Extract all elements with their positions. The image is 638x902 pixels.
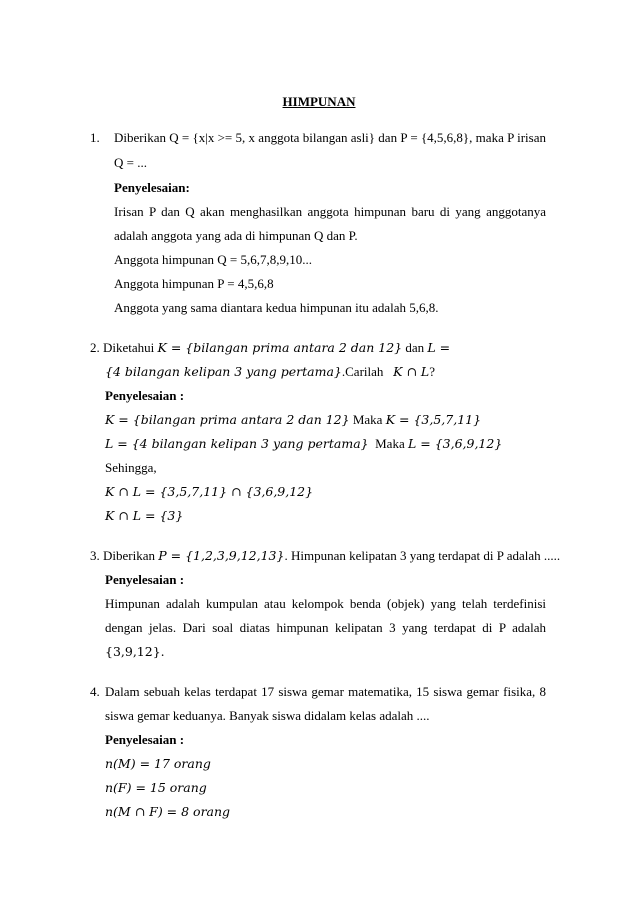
q2-l-definition: {4 bilangan kelipan 3 yang pertama}: [105, 364, 342, 379]
q2-l-result: L = {3,6,9,12}: [407, 436, 503, 451]
q2-l-set: L = {4 bilangan kelipan 3 yang pertama}: [105, 436, 369, 451]
q2-intro: Diketahui: [103, 340, 155, 355]
q4-question-line2: siswa gemar keduanya. Banyak siswa didalam kelas adalah ....: [105, 708, 430, 723]
q3-solution-line2: dengan jelas. Dari soal diatas himpunan kelipatan 3 yang terdapat di P adalah: [105, 620, 546, 635]
q2-l-line: [105, 436, 502, 452]
q1-solution-label: Penyelesaian:: [114, 180, 190, 195]
q4-question-line1: Dalam sebuah kelas terdapat 17 siswa gemar matematika, 15 siswa gemar fisika, 8: [105, 684, 546, 699]
q2-and: dan: [405, 340, 425, 355]
q2-find: .Carilah: [341, 364, 384, 379]
q1-solution-line3: Anggota himpunan Q = 5,6,7,8,9,10...: [114, 252, 312, 267]
q3-question-rest: . Himpunan kelipatan 3 yang terdapat di P adalah .....: [284, 548, 561, 563]
q1-solution-line5: Anggota yang sama diantara kedua himpunan itu adalah 5,6,8.: [114, 300, 439, 315]
q2-intersection-result: K ∩ L = {3}: [105, 508, 184, 523]
q4-solution-label: Penyelesaian :: [105, 732, 185, 747]
q2-maka2: Maka: [375, 436, 405, 451]
q2-therefore: Sehingga,: [105, 460, 157, 475]
q4-math-line2: n(F) = 15 orang: [105, 780, 207, 795]
q2-k-definition: K = {bilangan prima antara 2 dan 12}: [157, 340, 403, 355]
q3-solution-label: Penyelesaian :: [105, 572, 185, 587]
page-title: HIMPUNAN: [282, 94, 356, 109]
q2-question-mark: ?: [429, 364, 435, 379]
q2-k-result: K = {3,5,7,11}: [385, 412, 482, 427]
q3-p-set: P = {1,2,3,9,12,13}: [158, 548, 285, 563]
q3-intro: Diberikan: [103, 548, 155, 563]
q4-number: 4.: [90, 684, 100, 699]
q2-maka: Maka: [352, 412, 383, 427]
q4-math-line3: n(M ∩ F) = 8 orang: [105, 804, 231, 819]
q3-number: 3.: [90, 548, 100, 563]
q1-solution-line2: adalah anggota yang ada di himpunan Q dan P.: [114, 228, 358, 243]
q1-solution-line4: Anggota himpunan P = 4,5,6,8: [114, 276, 274, 291]
q2-intersection-step: K ∩ L = {3,5,7,11} ∩ {3,6,9,12}: [105, 484, 314, 499]
q1-number: 1.: [90, 130, 100, 145]
q1-question-line1: Diberikan Q = {x|x >= 5, x anggota bilangan asli} dan P = {4,5,6,8}, maka P irisan: [114, 130, 546, 145]
q1-solution-line1: Irisan P dan Q akan menghasilkan anggota himpunan baru di yang anggotanya: [114, 204, 546, 219]
q2-solution-label: Penyelesaian :: [105, 388, 185, 403]
q3-solution-line3: {3,9,12}.: [105, 644, 165, 659]
q3-solution-line1: Himpunan adalah kumpulan atau kelompok benda (objek) yang telah terdefinisi: [105, 596, 546, 611]
q2-question-line2: [105, 364, 435, 380]
q1-question-line2: Q = ...: [114, 155, 147, 170]
q3-question-line: [90, 548, 560, 564]
q4-math-line1: n(M) = 17 orang: [105, 756, 211, 771]
q2-number: 2.: [90, 340, 100, 355]
q2-k-line: [105, 412, 481, 428]
q2-intersection-ask: K ∩ L: [393, 364, 430, 379]
q2-l-start: L =: [427, 340, 451, 355]
q2-question-line1: [90, 340, 450, 356]
q2-k-set: K = {bilangan prima antara 2 dan 12}: [105, 412, 350, 427]
